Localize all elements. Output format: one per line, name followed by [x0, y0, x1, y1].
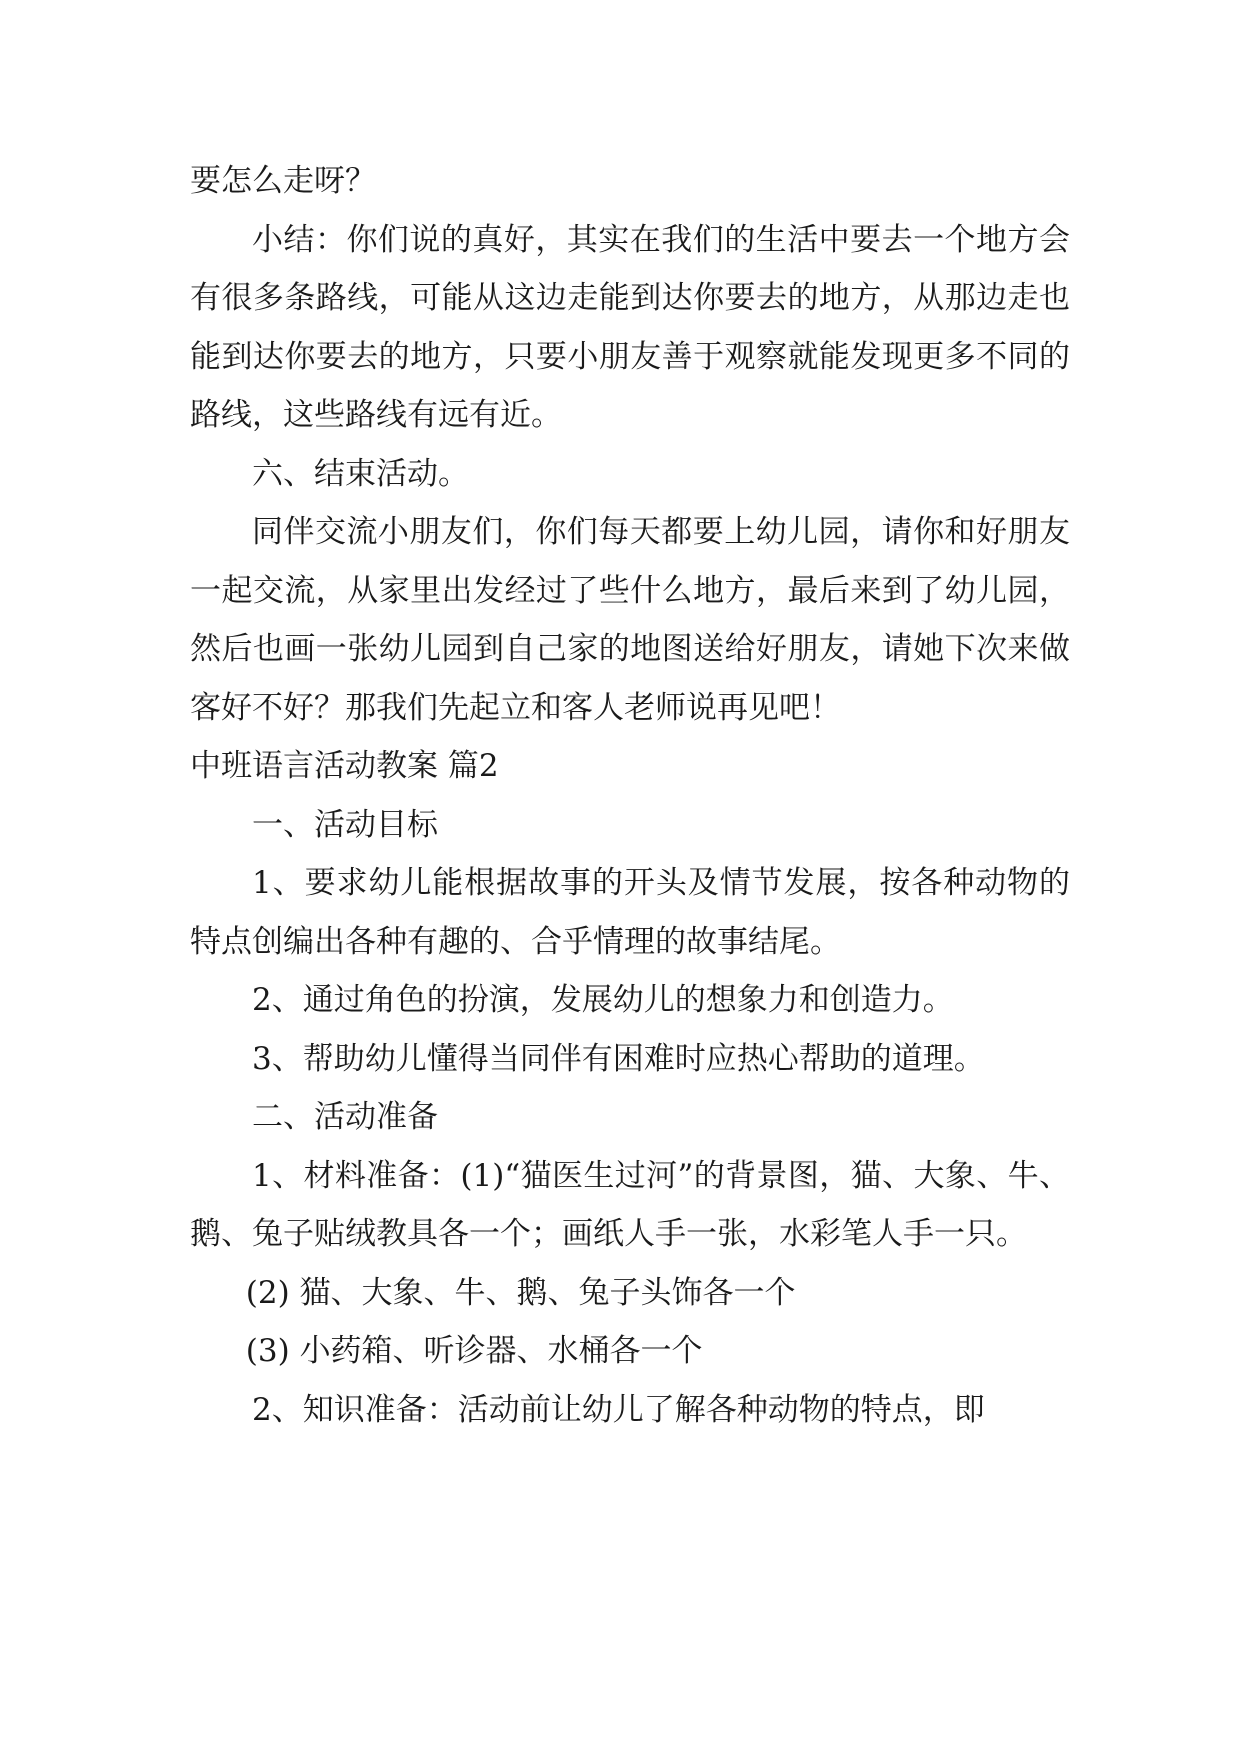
- preparation-materials: 1、材料准备：(1)“猫医生过河”的背景图，猫、大象、牛、鹅、兔子贴绒教具各一个；画纸人手一张，水彩笔人手一只。: [190, 1157, 1070, 1252]
- section-activity-preparation: 二、活动准备: [252, 1099, 438, 1135]
- goal-item-1: 1、要求幼儿能根据故事的开头及情节发展，按各种动物的特点创编出各种有趣的、合乎情理的故事结尾。: [190, 865, 1070, 960]
- section-end-activity: 六、结束活动。: [252, 455, 469, 492]
- preparation-materials-3: (3) 小药箱、听诊器、水桶各一个: [245, 1333, 703, 1369]
- paragraph-summary: 小结：你们说的真好，其实在我们的生活中要去一个地方会有很多条路线，可能从这边走能到达你要去的地方，从那边走也能到达你要去的地方，只要小朋友善于观察就能发现更多不同的路线，这些路线有远有近。: [190, 221, 1070, 433]
- lesson-plan-title: 中班语言活动教案 篇2: [190, 748, 499, 784]
- preparation-materials-2: (2) 猫、大象、牛、鹅、兔子头饰各一个: [245, 1274, 796, 1311]
- goal-item-2: 2、通过角色的扮演，发展幼儿的想象力和创造力。: [252, 982, 954, 1018]
- preparation-knowledge: 2、知识准备：活动前让幼儿了解各种动物的特点，即: [252, 1391, 985, 1428]
- section-activity-goals: 一、活动目标: [252, 806, 438, 843]
- document-body: [190, 152, 1070, 1439]
- goal-item-3: 3、帮助幼儿懂得当同伴有困难时应热心帮助的道理。: [252, 1040, 985, 1077]
- paragraph-peer-exchange: 同伴交流小朋友们，你们每天都要上幼儿园，请你和好朋友一起交流，从家里出发经过了些什么地方，最后来到了幼儿园，然后也画一张幼儿园到自己家的地图送给好朋友，请她下次来做客好不好？那我们先起立和客人老师说再见吧！: [190, 514, 1070, 726]
- paragraph-continuation: 要怎么走呀？: [190, 163, 376, 199]
